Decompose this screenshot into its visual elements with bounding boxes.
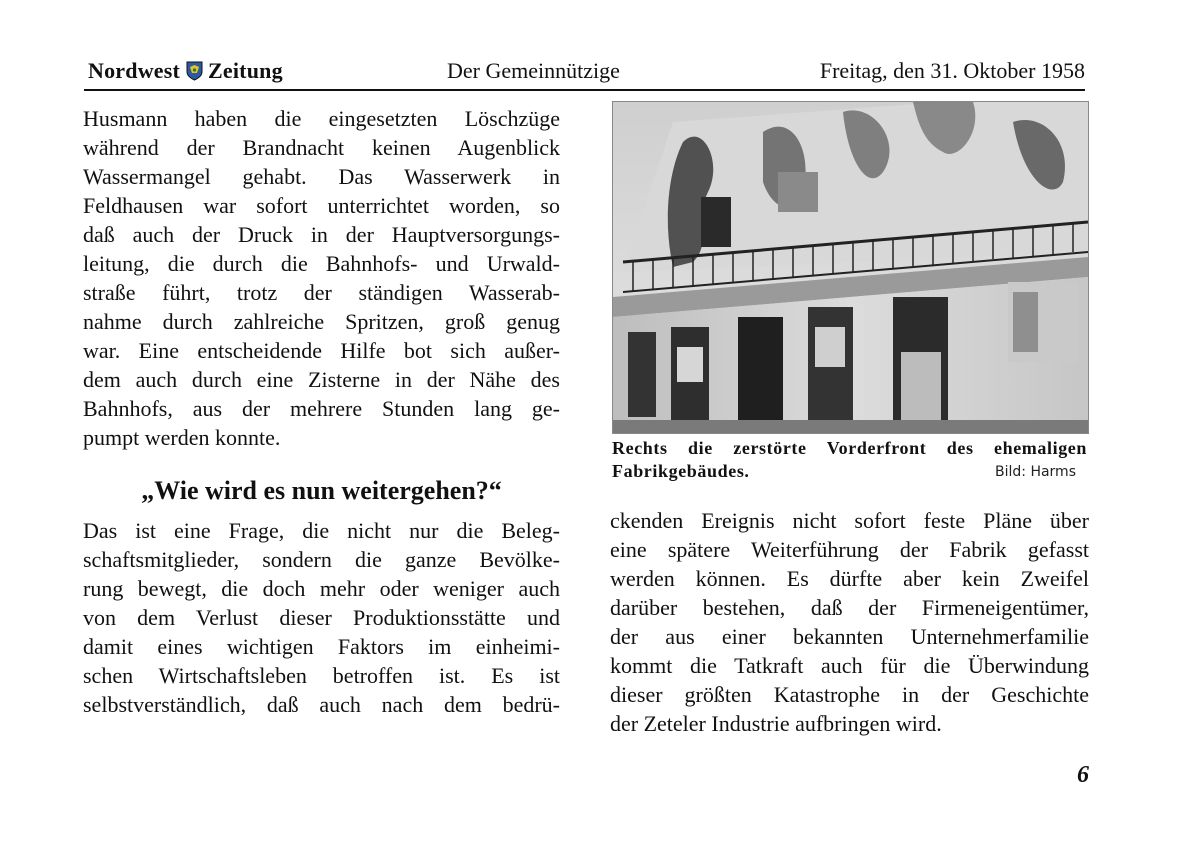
text-line: Bahnhofs, aus der mehrere Stunden lang ge- bbox=[83, 396, 560, 421]
text-line: nahme durch zahlreiche Spritzen, groß genug bbox=[83, 309, 560, 334]
article-column-left-top bbox=[83, 104, 560, 452]
text-line: Feldhausen war sofort unterrichtet worden, so bbox=[83, 193, 560, 218]
caption-line: Rechts die zerstörte Vorderfront des ehemaligen bbox=[612, 438, 1087, 458]
text-line: ckenden Ereignis nicht sofort feste Pläne über bbox=[610, 508, 1089, 533]
text-line: selbstverständlich, daß auch nach dem bedrü- bbox=[83, 692, 560, 717]
text-line: Das ist eine Frage, die nicht nur die Beleg- bbox=[83, 518, 560, 543]
news-photo bbox=[612, 101, 1089, 434]
text-line: daß auch der Druck in der Hauptversorgungs- bbox=[83, 222, 560, 247]
text-line: leitung, die durch die Bahnhofs- und Urwald- bbox=[83, 251, 560, 276]
text-line: pumpt werden konnte. bbox=[83, 425, 281, 450]
section-title: Der Gemeinnützige bbox=[447, 58, 620, 83]
text-line: war. Eine entscheidende Hilfe bot sich außer- bbox=[83, 338, 560, 363]
text-line: eine spätere Weiterführung der Fabrik gefasst bbox=[610, 537, 1089, 562]
text-line: kommt die Tatkraft auch für die Überwindung bbox=[610, 653, 1089, 678]
photo-credit: Bild: Harms bbox=[995, 464, 1076, 480]
subheading: „Wie wird es nun weitergehen?“ bbox=[141, 476, 502, 505]
header-rule bbox=[84, 89, 1085, 91]
masthead bbox=[88, 58, 283, 84]
text-line: werden können. Es dürfte aber kein Zweifel bbox=[610, 566, 1089, 591]
coat-of-arms-icon bbox=[186, 61, 203, 81]
article-column-left-bottom bbox=[83, 516, 560, 719]
caption-line: Fabrikgebäudes. bbox=[612, 461, 750, 481]
burned-building-photo bbox=[613, 102, 1088, 433]
text-line: dieser größten Katastrophe in der Geschichte bbox=[610, 682, 1089, 707]
masthead-nordwest: Nordwest bbox=[88, 58, 181, 83]
text-line: schaftsmitglieder, sondern die ganze Bevölke- bbox=[83, 547, 560, 572]
text-line: Wassermangel gehabt. Das Wasserwerk in bbox=[83, 164, 560, 189]
page-number: 6 bbox=[1077, 762, 1089, 788]
text-line: rung bewegt, die doch mehr oder weniger auch bbox=[83, 576, 560, 601]
text-line: während der Brandnacht keinen Augenblick bbox=[83, 135, 560, 160]
article-column-right-bottom bbox=[610, 506, 1089, 738]
masthead-zeitung: Zeitung bbox=[208, 58, 283, 83]
text-line: schen Wirtschaftsleben betroffen ist. Es ist bbox=[83, 663, 560, 688]
text-line: der aus einer bekannten Unternehmerfamilie bbox=[610, 624, 1089, 649]
text-line: der Zeteler Industrie aufbringen wird. bbox=[610, 711, 942, 736]
text-line: darüber bestehen, daß der Firmeneigentümer, bbox=[610, 595, 1089, 620]
text-line: dem auch durch eine Zisterne in der Nähe des bbox=[83, 367, 560, 392]
text-line: von dem Verlust dieser Produktionsstätte und bbox=[83, 605, 560, 630]
text-line: damit eines wichtigen Faktors im einheimi- bbox=[83, 634, 560, 659]
issue-date: Freitag, den 31. Oktober 1958 bbox=[819, 58, 1085, 83]
text-line: straße führt, trotz der ständigen Wasserab- bbox=[83, 280, 560, 305]
text-line: Husmann haben die eingesetzten Löschzüge bbox=[83, 106, 560, 131]
